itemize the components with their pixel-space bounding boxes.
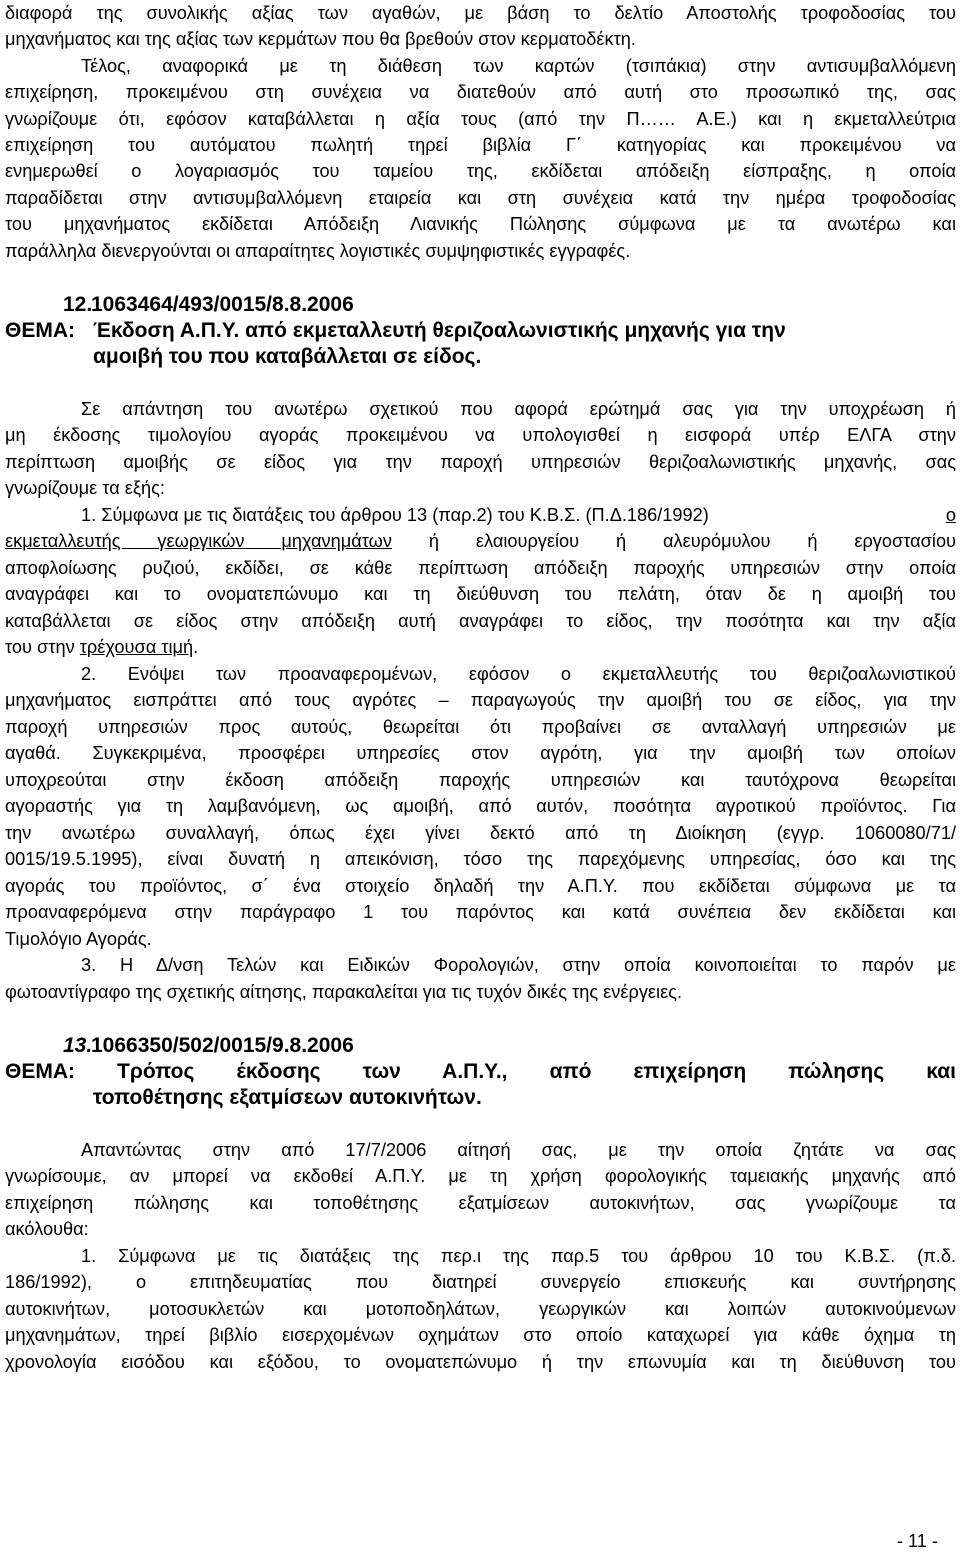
top-line-8: παραδίδεται στην αντισυμβαλλόμενη εταιρεία και στη συνέχεια κατά την ημέρα τροφοδοσίας xyxy=(5,188,956,208)
page-number: - 11 - xyxy=(896,1531,938,1551)
section-13-number: 13. xyxy=(63,1034,93,1057)
s12-p1-line-2-rest: ή ελαιουργείου ή αλευρόμυλου ή εργοστασίου xyxy=(428,531,957,551)
top-line-3: Τέλος, αναφορικά με τη διάθεση των καρτών (τσιπάκια) στην αντισυμβαλλόμενη xyxy=(81,56,956,76)
s12-p1-line-4: αναγράφει και το ονοματεπώνυμο και τη διεύθυνση του πελάτη, όταν δε η αμοιβή του xyxy=(5,584,956,604)
s13-intro-line-2: γνωρίσουμε, αν μπορεί να εκδοθεί Α.Π.Υ. με τη χρήση φορολογικής ταμειακής μηχανής από xyxy=(5,1166,956,1186)
s12-p2-line-7: την ανωτέρω συναλλαγή, όπως έχει γίνει δεκτό από τη Διοίκηση (εγγρ. 1060080/71/ xyxy=(5,823,956,843)
s13-intro-line-4: ακόλουθα: xyxy=(5,1219,89,1239)
s13-p1-line-2: 186/1992), ο επιτηδευματίας που διατηρεί συνεργείο επισκευής και συντήρησης xyxy=(5,1272,956,1292)
top-line-4: επιχείρηση, προκειμένου στη συνέχεια να διατεθούν από αυτή στο προσωπικό της, σας xyxy=(5,82,956,102)
s12-p1-line-1 xyxy=(81,502,956,528)
s13-p1-line-4: μηχανημάτων, τηρεί βιβλίο εισερχομένων οχημάτων στο οποίο καταχωρεί για κάθε όχημα τη xyxy=(5,1325,956,1345)
s12-intro-line-3: περίπτωση αμοιβής σε είδος για την παροχή υπηρεσιών θεριζοαλωνιστικής μηχανής, σας xyxy=(5,452,956,472)
s12-p1-last-period: . xyxy=(193,637,199,657)
s12-p3-line-1: 3. Η Δ/νση Τελών και Ειδικών Φορολογιών, στην οποία κοινοποιείται το παρόν με xyxy=(81,955,956,975)
top-line-10: παράλληλα διενεργούνται οι απαραίτητες λογιστικές συμψηφιστικές εγγραφές. xyxy=(5,241,631,261)
s12-p2-line-5: υποχρεούται στην έκδοση απόδειξη παροχής υπηρεσιών και ταυτόχρονα θεωρείται xyxy=(5,770,956,790)
s12-p3-line-2: φωτοαντίγραφο της σχετικής αίτησης, παρακαλείται για τις τυχόν δικές της ενέργειες. xyxy=(5,982,682,1002)
top-line-7: ενημερωθεί ο λογαριασμός του ταμείου της, εκδίδεται απόδειξη είσπραξης, η οποία xyxy=(5,161,956,181)
s13-p1-line-3: αυτοκινήτων, μοτοσυκλετών και μοτοποδηλάτων, γεωργικών και λοιπών αυτοκινούμενων xyxy=(5,1299,956,1319)
s13-p1-line-1: 1. Σύμφωνα με τις διατάξεις της περ.ι της παρ.5 του άρθρου 10 του Κ.Β.Σ. (π.δ. xyxy=(81,1246,956,1266)
s12-p2-line-8: 0015/19.5.1995), είναι δυνατή η απεικόνιση, τόσο της παρεχόμενης υπηρεσίας, όσο και της xyxy=(5,849,956,869)
section-12-reference: 1063464/493/0015/8.8.2006 xyxy=(91,293,354,316)
s12-intro-line-4: γνωρίζουμε τα εξής: xyxy=(5,478,165,498)
s12-p2-line-1: 2. Ενόψει των προαναφερομένων, εφόσον ο εκμεταλλευτής του θεριζοαλωνιστικού xyxy=(81,664,956,684)
section-12-theme-label: ΘΕΜΑ: xyxy=(5,319,75,342)
section-13-theme-line-1: ΘΕΜΑ: Τρόπος έκδοσης των Α.Π.Υ., από επιχείρηση πώλησης και xyxy=(5,1060,956,1083)
top-line-2: μηχανήματος και της αξίας των κερμάτων που θα βρεθούν στον κερματοδέκτη. xyxy=(5,29,636,49)
s12-p1-line-5: καταβάλλεται σε είδος στην απόδειξη αυτή αναγράφει το είδος, την ποσότητα και την αξία xyxy=(5,611,956,631)
top-line-9: του μηχανήματος εκδίδεται Απόδειξη Λιανικής Πώλησης σύμφωνα με τα ανωτέρω και xyxy=(5,214,956,234)
s12-intro-line-1: Σε απάντηση του ανωτέρω σχετικού που αφορά ερώτημά σας για την υποχρέωση ή xyxy=(81,399,956,419)
s12-intro-line-2: μη έκδοσης τιμολογίου αγοράς προκειμένου να υπολογισθεί η εισφορά υπέρ ΕΛΓΑ στην xyxy=(5,425,956,445)
top-line-6: επιχείρηση του αυτόματου πωλητή τηρεί βιβλία Γ΄ κατηγορίας και προκειμένου να xyxy=(5,135,956,155)
s12-p1-line-1-text: 1. Σύμφωνα με τις διατάξεις του άρθρου 13 (παρ.2) του Κ.Β.Σ. (Π.Δ.186/1992) xyxy=(81,505,709,525)
top-line-5: γνωρίζουμε ότι, εφόσον καταβάλλεται η αξία τους (από την Π…… Α.Ε.) και η εκμεταλλεύτρια xyxy=(5,109,956,129)
s12-p2-line-6: αγοραστής για τη λαμβανόμενη, ως αμοιβή, από αυτόν, ποσότητα αγροτικού προϊόντος. Για xyxy=(5,796,956,816)
s12-p1-underlined-phrase: εκμεταλλευτής γεωργικών μηχανημάτων xyxy=(5,531,392,551)
s13-intro-line-3: επιχείρηση πώλησης και τοποθέτησης εξατμίσεων αυτοκινήτων, σας γνωρίζουμε τα xyxy=(5,1193,956,1213)
section-13-theme-line-2: τοποθέτησης εξατμίσεων αυτοκινήτων. xyxy=(93,1086,482,1109)
s12-p1-line-3: αποφλοίωσης ρυζιού, εκδίδει, σε κάθε περίπτωση απόδειξη παροχής υπηρεσιών στην οποία xyxy=(5,558,956,578)
section-13-reference: 1066350/502/0015/9.8.2006 xyxy=(91,1034,354,1057)
section-12-theme-line-1: Έκδοση Α.Π.Υ. από εκμεταλλευτή θεριζοαλωνιστικής μηχανής για την xyxy=(93,319,786,342)
s12-p1-underlined-price: τρέχουσα τιμή xyxy=(79,637,194,657)
s13-intro-line-1: Απαντώντας στην από 17/7/2006 αίτησή σας, με την οποία ζητάτε να σας xyxy=(81,1140,956,1160)
section-12-number: 12. xyxy=(63,293,93,316)
s13-p1-line-5: χρονολογία εισόδου και εξόδου, το ονοματεπώνυμο ή την επωνυμία και τη διεύθυνση του xyxy=(5,1352,956,1372)
s12-p2-line-4: αγαθά. Συγκεκριμένα, προσφέρει υπηρεσίες στον αγρότη, για την αμοιβή των οποίων xyxy=(5,743,956,763)
s12-p1-line-6 xyxy=(5,634,956,660)
s12-p1-line-1-underlined: ο xyxy=(945,505,956,525)
s12-p2-line-3: παροχή υπηρεσιών προς αυτούς, θεωρείται ότι προβαίνει σε ανταλλαγή υπηρεσιών με xyxy=(5,717,956,737)
s12-p2-line-11: Τιμολόγιο Αγοράς. xyxy=(5,929,152,949)
s12-p2-line-9: αγοράς του προϊόντος, σ΄ ένα στοιχείο δηλαδή την Α.Π.Υ. που εκδίδεται σύμφωνα με τα xyxy=(5,876,956,896)
s12-p1-line-2 xyxy=(5,528,956,554)
s12-p1-last-text: του στην xyxy=(5,637,75,657)
section-12-theme-line-2: αμοιβή του που καταβάλλεται σε είδος. xyxy=(93,345,482,368)
top-line-1: διαφορά της συνολικής αξίας των αγαθών, με βάση το δελτίο Αποστολής τροφοδοσίας του xyxy=(5,3,956,23)
s12-p2-line-10: προαναφερόμενα στην παράγραφο 1 του παρόντος και κατά συνέπεια δεν εκδίδεται και xyxy=(5,902,956,922)
s12-p2-line-2: μηχανήματος εισπράττει από τους αγρότες – παραγωγούς την αμοιβή του σε είδος, για την xyxy=(5,690,956,710)
